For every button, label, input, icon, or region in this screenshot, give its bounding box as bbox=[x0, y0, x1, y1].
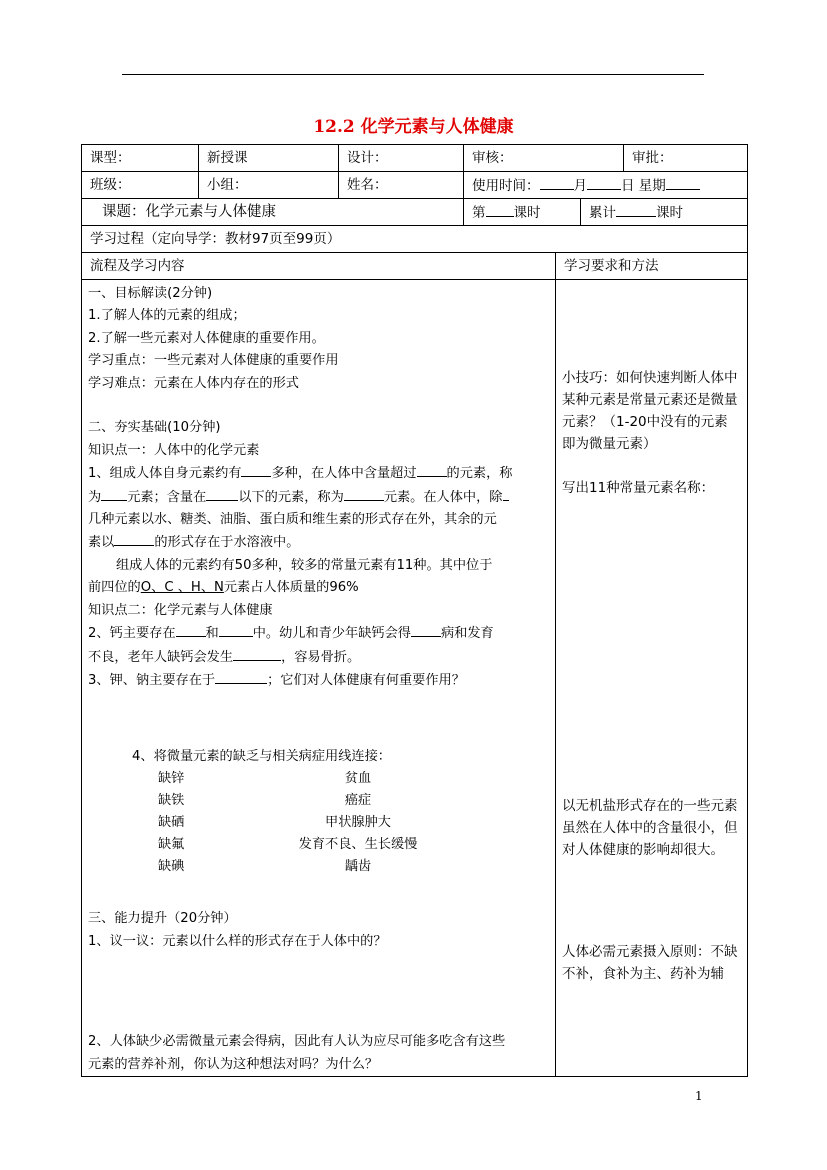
header-rule bbox=[122, 74, 704, 75]
group-label: 小组： bbox=[199, 172, 339, 199]
lesson-table bbox=[81, 144, 748, 1077]
table-row bbox=[82, 253, 748, 280]
list-item: 缺碘 龋齿 bbox=[158, 859, 372, 875]
name-label: 姓名： bbox=[339, 172, 464, 199]
list-item: 缺氟 发育不良、生长缓慢 bbox=[158, 837, 418, 853]
learning-method bbox=[556, 280, 748, 1077]
principle-text: 人体必需元素摄入原则：不缺不补，食补为主、药补为辅 bbox=[562, 944, 738, 982]
note-text: 以无机盐形式存在的一些元素虽然在人体中的含量很小，但对人体健康的影响却很大。 bbox=[562, 798, 738, 858]
course-type-value: 新授课 bbox=[199, 145, 339, 172]
course-type-label: 课型： bbox=[82, 145, 199, 172]
table-row bbox=[82, 145, 748, 172]
class-label: 班级： bbox=[82, 172, 199, 199]
question-1: 1、组成人体自身元素约有 多种，在人体中含量超过 的元素，称 bbox=[88, 462, 549, 485]
total-count: 累计 课时 bbox=[581, 199, 748, 226]
list-item: 缺铁 癌症 bbox=[158, 793, 372, 809]
question-3: 3、钾、钠主要存在于 ；它们对人体健康有何重要作用？ bbox=[88, 669, 549, 692]
matching-exercise: 4、将微量元素的缺乏与相关病症用线连接： 缺锌 贫血 缺铁 癌症 缺硒 甲状腺肿大 缺氟 发育不良、生长缓慢 缺碘 龋齿 bbox=[132, 746, 549, 878]
table-row bbox=[82, 199, 748, 226]
topic: 课题：化学元素与人体健康 bbox=[82, 199, 464, 226]
table-row bbox=[82, 280, 748, 1077]
list-item: 缺硒 甲状腺肿大 bbox=[158, 815, 391, 831]
page-number: 1 bbox=[695, 1089, 703, 1103]
tip-text: 小技巧：如何快速判断人体中某种元素是常量元素还是微量元素？（1-20中没有的元素即为微量元素） bbox=[562, 370, 738, 452]
approve-label: 审批： bbox=[624, 145, 748, 172]
use-time: 使用时间： 月 日 星期 bbox=[464, 172, 748, 199]
column-left-header: 流程及学习内容 bbox=[82, 253, 556, 280]
column-right-header: 学习要求和方法 bbox=[556, 253, 748, 280]
learning-content: 一、目标解读(2分钟) 1.了解人体的元素的组成； 2.了解一些元素对人体健康的重要作用。 学习重点：一些元素对人体健康的重要作用 学习难点：元素在人体内存在的形式 二、夯实基础(10分钟) 知识点一：人体中的化学元素 1、组成人体自身元素约有 多种，在人体中含量超过 的元素，称 为 元素；含量在 以下的元素，称为 元素。在人体中，除 几种元素以水、糖类、油脂、蛋白质和维生素的形式存在外，其余的元 素以 的形式存在于水溶液中。 组成人体的元素约有50多种，较多的常量元素有11种。其中位于 前四位的O、C 、H、N元素占人体质量的96% 知识点二：化学元素与人体健康 2、钙主要存在 和 中。幼儿和青少年缺钙会得 病和发育 不良，老年人缺钙会发生 ，容易骨折。 3、钾、钠主要存在于 ；它们对人体健康有何重要作用？ 4、将微量元素的缺乏与相关病症用线连接： 缺锌 贫血 缺铁 癌症 缺硒 甲状腺肿大 缺氟 发育不良、生长缓慢 缺碘 龋齿 三、能力提升（20分钟） 1、议一议：元素以什么样的形式存在于人体中的？ 2、人体缺少必需微量元素会得病，因此有人认为应尽可能多吃含有这些 元素的营养补剂，你认为这种想法对吗？为什么？ bbox=[82, 280, 556, 1077]
design-label: 设计： bbox=[339, 145, 464, 172]
page-title: 12.2 化学元素与人体健康 bbox=[313, 117, 514, 137]
write-prompt: 写出11种常量元素名称： bbox=[562, 480, 715, 496]
table-row bbox=[82, 172, 748, 199]
question-2: 2、钙主要存在 和 中。幼儿和青少年缺钙会得 病和发育 bbox=[88, 622, 549, 645]
table-row bbox=[82, 226, 748, 253]
review-label: 审核： bbox=[464, 145, 624, 172]
lesson-count: 第 课时 bbox=[464, 199, 581, 226]
list-item: 缺锌 贫血 bbox=[158, 771, 372, 787]
process-note: 学习过程（定向导学：教材97页至99页） bbox=[82, 226, 748, 253]
